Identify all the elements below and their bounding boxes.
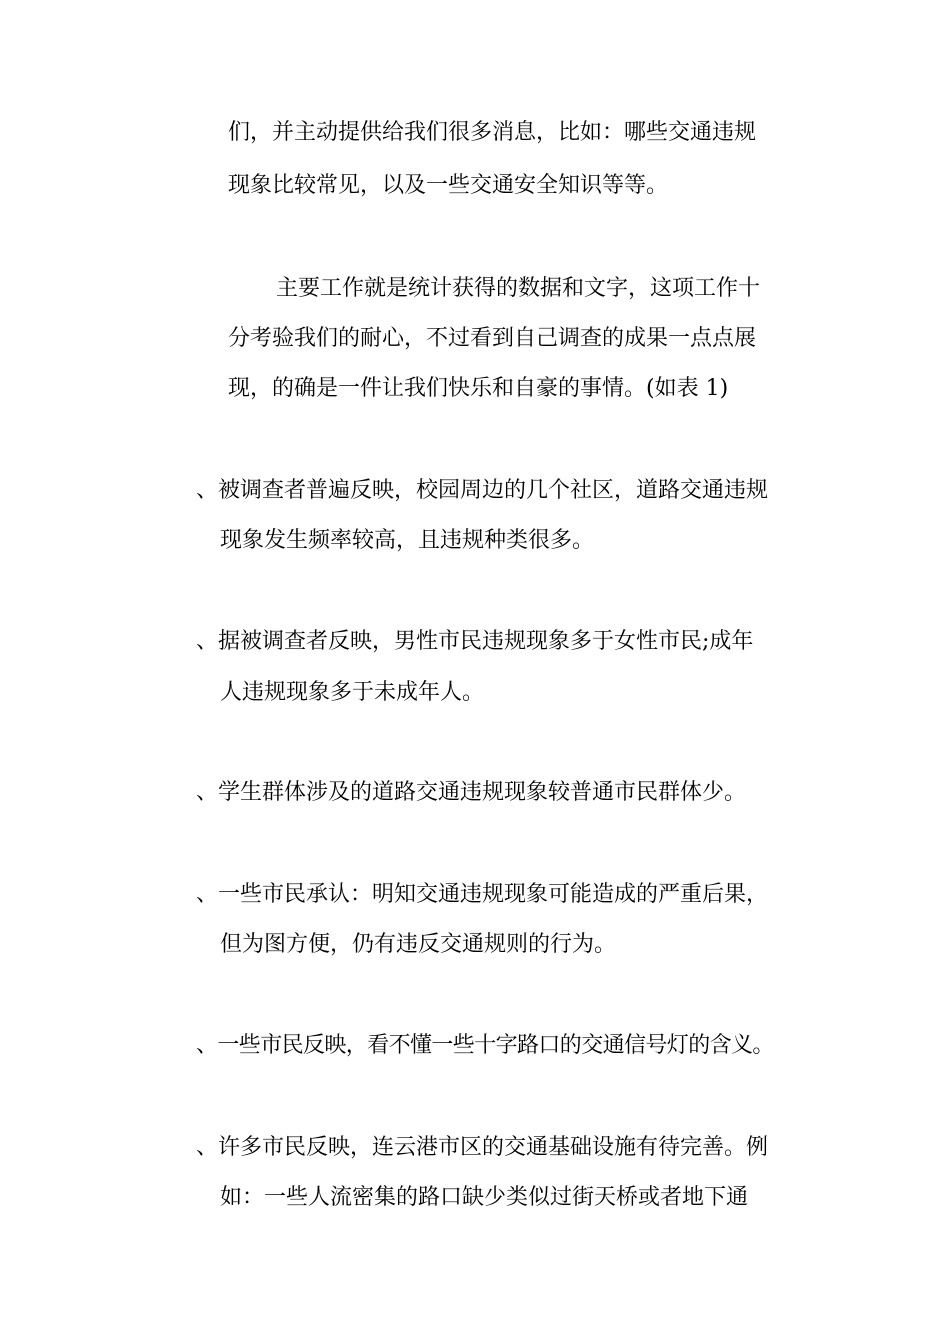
stats-line-2: 分考验我们的耐心，不过看到自己调查的成果一点点展 — [228, 326, 757, 351]
finding-line-1: 、一些市民承认：明知交通违规现象可能造成的严重后果， — [196, 882, 769, 907]
finding-line-2: 但为图方便，仍有违反交通规则的行为。 — [220, 932, 617, 957]
finding-line-1: 、一些市民反映，看不懂一些十字路口的交通信号灯的含义。 — [196, 1033, 774, 1058]
finding-line-1: 、被调查者普遍反映，校园周边的几个社区，道路交通违规 — [196, 478, 769, 503]
stats-line-1: 主要工作就是统计获得的数据和文字，这项工作十 — [276, 276, 761, 301]
stats-line-3: 现，的确是一件让我们快乐和自豪的事情。(如表 1) — [228, 376, 729, 401]
finding-line-1: 、许多市民反映，连云港市区的交通基础设施有待完善。例 — [196, 1135, 769, 1160]
finding-line-2: 人违规现象多于未成年人。 — [220, 680, 485, 705]
intro-line-1: 们，并主动提供给我们很多消息，比如：哪些交通违规 — [228, 120, 757, 145]
finding-line-1: 、学生群体涉及的道路交通违规现象较普通市民群体少。 — [196, 780, 747, 805]
finding-line-2: 如：一些人流密集的路口缺少类似过街天桥或者地下通 — [220, 1185, 749, 1210]
finding-line-1: 、据被调查者反映，男性市民违规现象多于女性市民;成年 — [196, 629, 754, 654]
finding-line-2: 现象发生频率较高，且违规种类很多。 — [220, 528, 595, 553]
intro-line-2: 现象比较常见，以及一些交通安全知识等等。 — [228, 173, 669, 198]
